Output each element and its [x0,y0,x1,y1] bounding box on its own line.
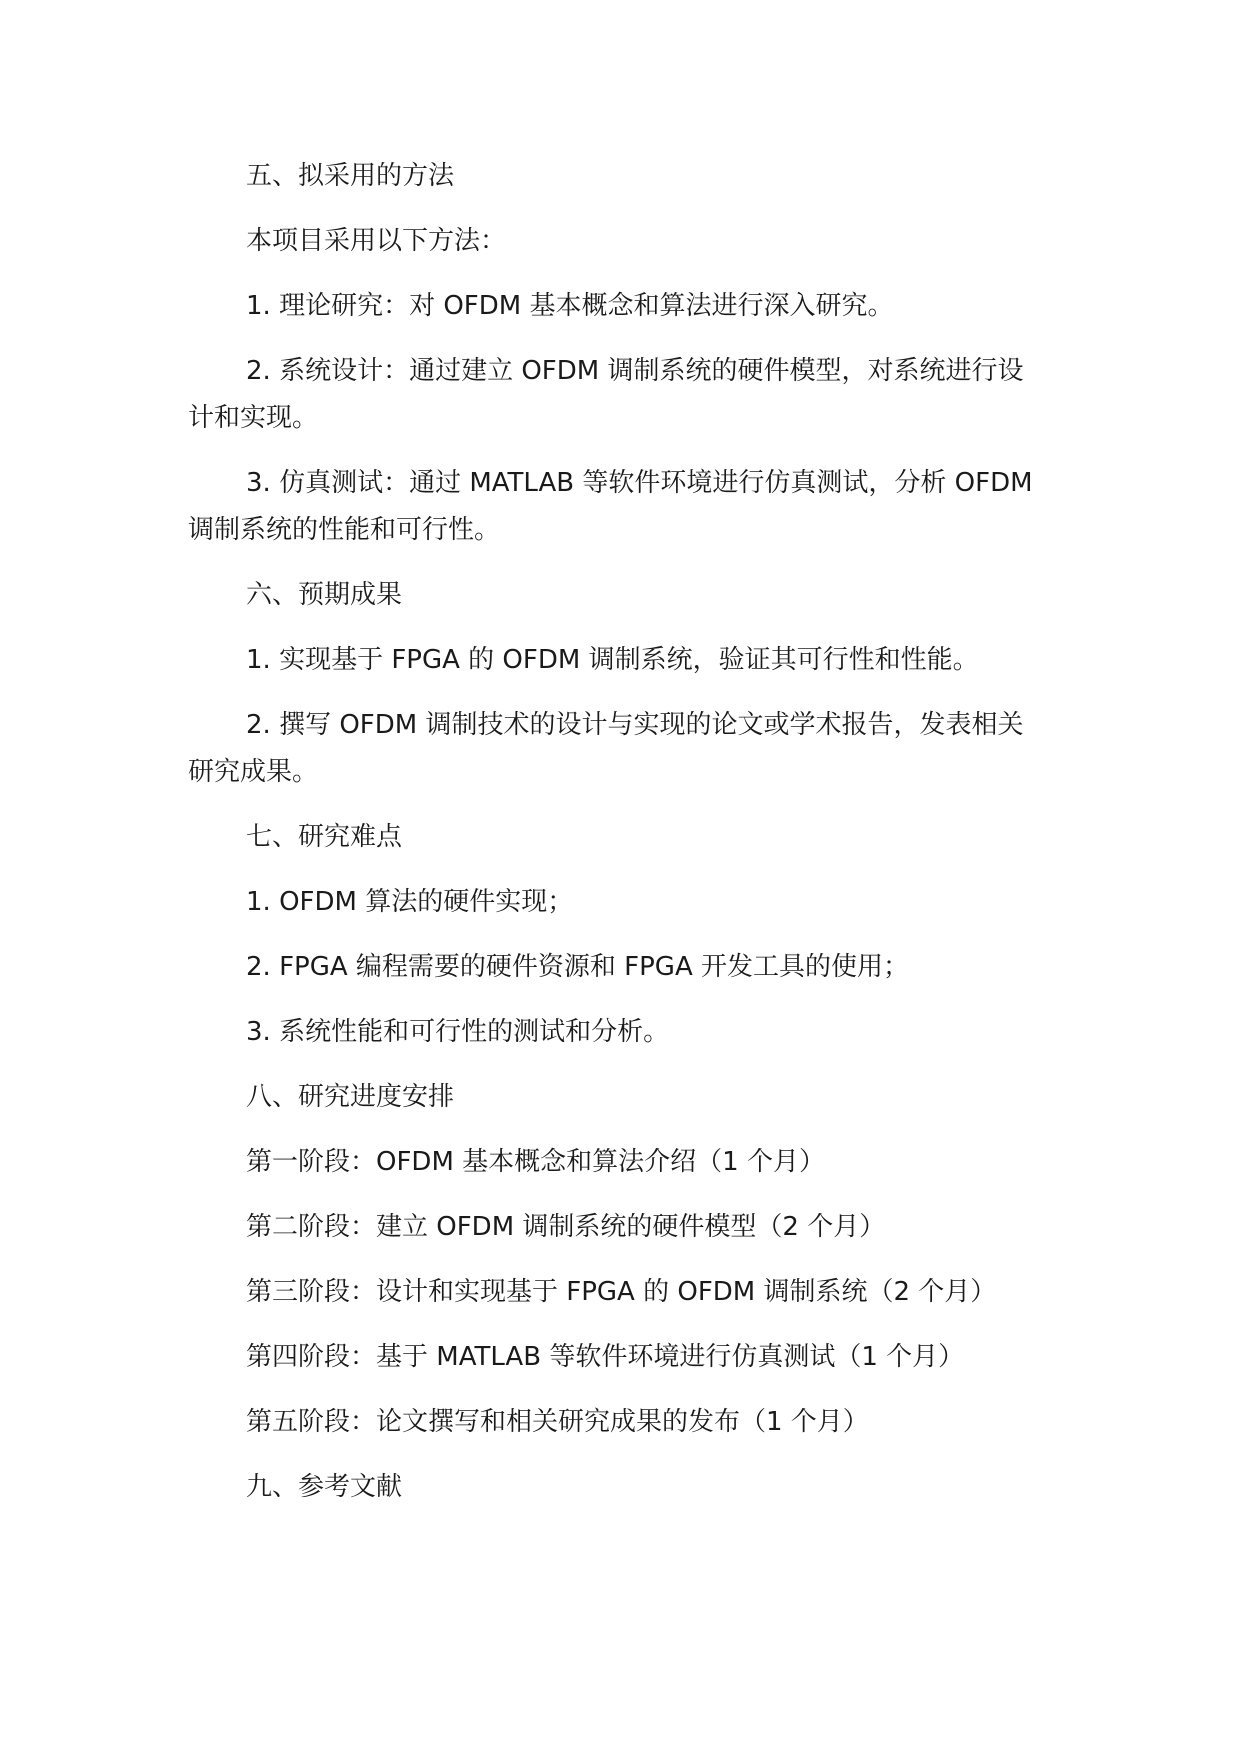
section-heading-methods: 五、拟采用的方法 [246,161,455,191]
document-body [188,153,1048,1529]
list-item: 1. 理论研究：对 OFDM 基本概念和算法进行深入研究。 [246,291,894,321]
schedule-item: 第三阶段：设计和实现基于 FPGA 的 OFDM 调制系统（2 个月） [246,1277,997,1307]
list-item: 3. 仿真测试：通过 MATLAB 等软件环境进行仿真测试，分析 OFDM 调制系统的性能和可行性。 [188,468,1033,545]
list-item: 1. 实现基于 FPGA 的 OFDM 调制系统，验证其可行性和性能。 [246,645,979,675]
list-item: 3. 系统性能和可行性的测试和分析。 [246,1017,670,1047]
section-heading-expected-results: 六、预期成果 [246,580,403,610]
schedule-item: 第四阶段：基于 MATLAB 等软件环境进行仿真测试（1 个月） [246,1342,965,1372]
list-item: 1. OFDM 算法的硬件实现； [246,887,574,917]
schedule-item: 第二阶段：建立 OFDM 调制系统的硬件模型（2 个月） [246,1212,886,1242]
list-item: 2. FPGA 编程需要的硬件资源和 FPGA 开发工具的使用； [246,952,910,982]
section-heading-difficulties: 七、研究难点 [246,822,403,852]
schedule-item: 第一阶段：OFDM 基本概念和算法介绍（1 个月） [246,1147,825,1177]
section-heading-schedule: 八、研究进度安排 [246,1082,455,1112]
section-heading-references: 九、参考文献 [246,1472,403,1502]
schedule-item: 第五阶段：论文撰写和相关研究成果的发布（1 个月） [246,1407,869,1437]
list-item: 2. 系统设计：通过建立 OFDM 调制系统的硬件模型，对系统进行设计和实现。 [188,356,1024,433]
paragraph: 本项目采用以下方法： [246,226,507,256]
list-item: 2. 撰写 OFDM 调制技术的设计与实现的论文或学术报告，发表相关研究成果。 [188,710,1024,787]
